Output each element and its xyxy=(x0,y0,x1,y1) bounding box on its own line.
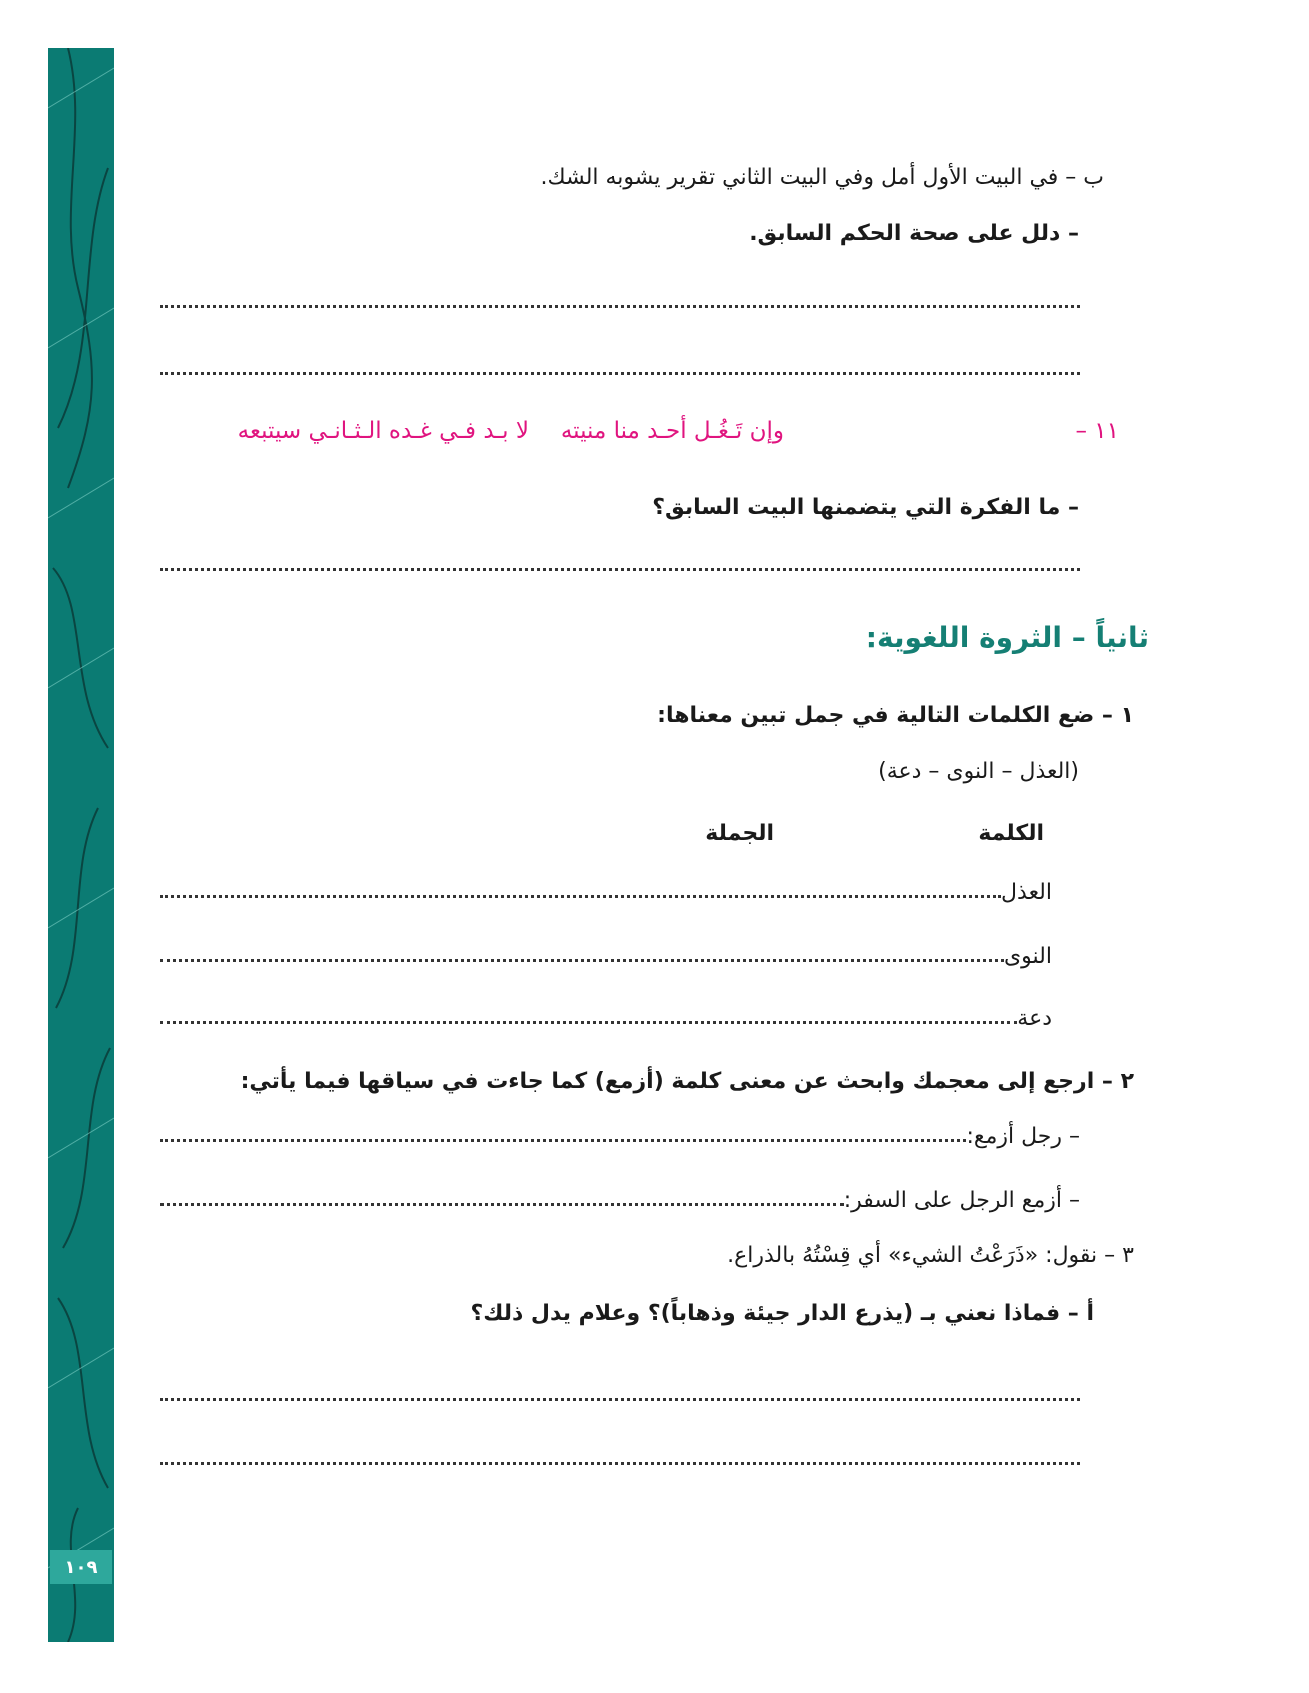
q2-a-label: – رجل أزمع: xyxy=(966,1124,1080,1149)
band-pattern xyxy=(48,48,114,1642)
answer-line-2[interactable] xyxy=(160,372,1080,375)
question-3-a: أ – فماذا نعني بـ (يذرع الدار جيئة وذهاباً)؟ وعلام يدل ذلك؟ xyxy=(470,1301,1094,1326)
q2-b-label: – أزمع الرجل على السفر: xyxy=(843,1188,1080,1213)
word-row-2 xyxy=(160,944,1052,969)
page-number: ١٠٩ xyxy=(50,1550,112,1584)
column-sentence: الجملة xyxy=(705,821,774,846)
question-2: ٢ – ارجع إلى معجمك وابحث عن معنى كلمة (أزمع) كما جاءت في سياقها فيما يأتي: xyxy=(240,1069,1134,1094)
q2-b-answer-line[interactable] xyxy=(160,1203,844,1206)
word-row-1 xyxy=(160,880,1052,905)
q2-a-answer-line[interactable] xyxy=(160,1139,966,1142)
answer-line-3[interactable] xyxy=(160,568,1080,571)
q2-row-a xyxy=(160,1124,1080,1149)
answer-line-1[interactable] xyxy=(160,305,1080,308)
verse-number: ١١ – xyxy=(1075,418,1119,444)
word-1: العذل xyxy=(1001,880,1052,905)
column-word: الكلمة xyxy=(978,821,1044,846)
answer-line-5[interactable] xyxy=(160,1462,1080,1465)
verse-first-hemistich: وإن تَـغُـل أحـد منا منيته xyxy=(560,418,784,444)
word-1-answer-line[interactable] xyxy=(160,895,1001,898)
decorative-side-band xyxy=(48,48,114,1642)
word-3-answer-line[interactable] xyxy=(160,1021,1017,1024)
line-b: ب – في البيت الأول أمل وفي البيت الثاني تقرير يشوبه الشك. xyxy=(540,165,1104,190)
word-2: النوى xyxy=(1003,944,1052,969)
question-1-words: (العذل – النوى – دعة) xyxy=(878,759,1079,784)
q2-row-b xyxy=(160,1188,1080,1213)
word-2-answer-line[interactable] xyxy=(160,959,1004,962)
answer-line-4[interactable] xyxy=(160,1398,1080,1401)
word-row-3 xyxy=(160,1006,1052,1031)
question-1: ١ – ضع الكلمات التالية في جمل تبين معناها: xyxy=(657,703,1134,728)
prove-question: – دلل على صحة الحكم السابق. xyxy=(749,221,1079,246)
question-3: ٣ – نقول: «ذَرَعْتُ الشيء» أي قِسْتُهُ بالذراع. xyxy=(727,1243,1134,1268)
section-heading: ثانياً – الثروة اللغوية: xyxy=(865,621,1149,654)
word-3: دعة xyxy=(1017,1006,1052,1031)
idea-question: – ما الفكرة التي يتضمنها البيت السابق؟ xyxy=(652,495,1079,520)
verse-second-hemistich: لا بـد فـي غـده الـثـانـي سيتبعه xyxy=(237,418,529,444)
